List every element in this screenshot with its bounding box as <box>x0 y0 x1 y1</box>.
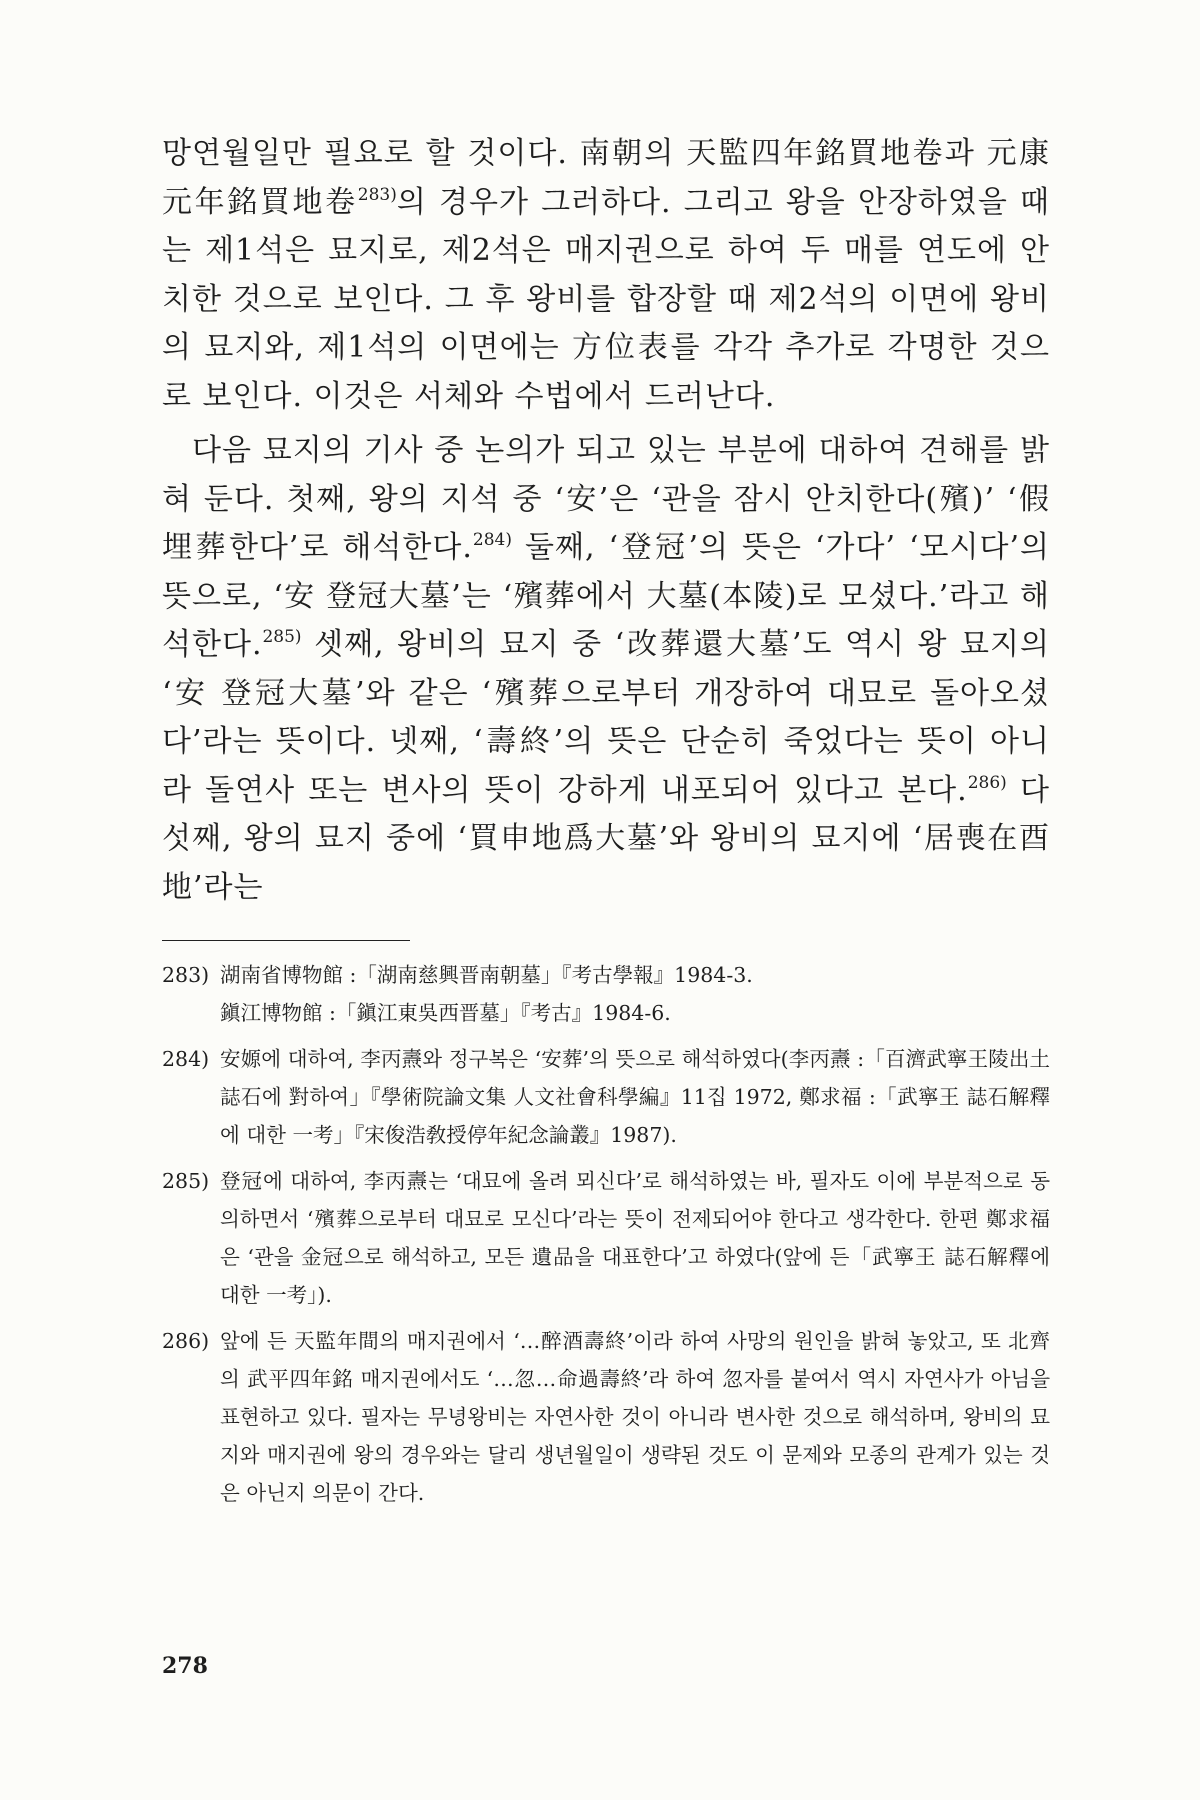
text-run: 다섯째, 왕의 묘지 중에 ‘買申地爲大墓’와 왕비의 묘지에 ‘居喪在酉地’라는 <box>162 772 1050 905</box>
page-number: 278 <box>162 1653 208 1679</box>
footnote-ref-283: 283) <box>357 184 397 205</box>
text-run: 둘째, ‘登冠’의 뜻은 ‘가다’ ‘모시다’의 뜻으로, ‘安 登冠大墓’는 ‘殯葬에서 大墓(本陵)로 모셨다.’라고 해석한다. <box>162 530 1051 662</box>
paragraph-2 <box>162 427 1050 912</box>
footnote-ref-284: 284) <box>472 530 512 550</box>
footnote-line: 鎭江博物館 :「鎭江東吳西晋墓」『考古』1984-6. <box>220 1001 671 1025</box>
footnote-number: 284) <box>162 1047 210 1071</box>
text-run: 다음 묘지의 기사 중 논의가 되고 있는 부분에 대하여 견해를 밝혀 둔다. 첫째, 왕의 지석 중 ‘安’은 ‘관을 잠시 안치한다(殯)’ ‘假埋葬한다’로 해석한다. <box>162 433 1050 565</box>
text-run: 의 경우가 그러하다. 그리고 왕을 안장하였을 때는 제1석은 묘지로, 제2석은 매지권으로 하여 두 매를 연도에 안치한 것으로 보인다. 그 후 왕비를 합장할 때 제2석의 이면에 왕비의 묘지와, 제1석의 이면에는 方位表를 각각 추가로 각명한 것으로 보인다. 이것은 서체와 수법에서 드러난다. <box>162 184 1050 414</box>
footnote-284 <box>162 1040 1050 1154</box>
text-run: 망연월일만 필요로 할 것이다. 南朝의 天監四年銘買地卷과 元康元年銘買地卷 <box>162 136 1050 220</box>
text-run: 셋째, 왕비의 묘지 중 ‘改葬還大墓’도 역시 왕 묘지의 ‘安 登冠大墓’와 같은 ‘殯葬으로부터 개장하여 대묘로 돌아오셨다’라는 뜻이다. 넷째, ‘壽終’의 뜻은 단순히 죽었다는 뜻이 아니라 돌연사 또는 변사의 뜻이 강하게 내포되어 있다고 본다. <box>162 627 1050 808</box>
footnote-283 <box>162 956 1050 1032</box>
footnote-number: 285) <box>162 1169 210 1193</box>
footnote-line: 湖南省博物館 :「湖南慈興晋南朝墓」『考古學報』1984-3. <box>220 963 753 987</box>
footnote-text: 安嫄에 대하여, 李丙燾와 정구복은 ‘安葬’의 뜻으로 해석하였다(李丙燾 :「百濟武寧王陵出土誌石에 對하여」『學術院論文集 人文社會科學編』11집 1972, 鄭求福 :「武寧王 誌石解釋에 대한 一考」『宋俊浩敎授停年紀念論叢』1987). <box>220 1047 1050 1147</box>
footnote-ref-285: 285) <box>262 627 302 647</box>
footnote-286 <box>162 1322 1050 1512</box>
footnote-text <box>220 956 1050 1032</box>
footnote-number: 283) <box>162 963 210 987</box>
footnote-285 <box>162 1162 1050 1314</box>
paragraph-1 <box>162 130 1050 421</box>
main-text <box>162 130 1050 912</box>
footnote-text: 앞에 든 天監年間의 매지권에서 ‘…醉酒壽終’이라 하여 사망의 원인을 밝혀 놓았고, 또 北齊의 武平四年銘 매지권에서도 ‘…忽…命過壽終’라 하여 忽자를 붙여서 역시 자연사가 아님을 표현하고 있다. 필자는 무녕왕비는 자연사한 것이 아니라 변사한 것으로 해석하며, 왕비의 묘지와 매지권에 왕의 경우와는 달리 생년월일이 생략된 것도 이 문제와 모종의 관계가 있는 것은 아닌지 의문이 간다. <box>220 1329 1050 1505</box>
footnote-number: 286) <box>162 1329 210 1353</box>
footnotes <box>162 956 1050 1520</box>
footnote-divider <box>162 940 410 941</box>
footnote-ref-286: 286) <box>967 772 1007 793</box>
footnote-text: 登冠에 대하여, 李丙燾는 ‘대묘에 올려 뫼신다’로 해석하였는 바, 필자도 이에 부분적으로 동의하면서 ‘殯葬으로부터 대묘로 모신다’라는 뜻이 전제되어야 한다고 생각한다. 한편 鄭求福은 ‘관을 金冠으로 해석하고, 모든 遺品을 대표한다’고 하였다(앞에 든「武寧王 誌石解釋에 대한 一考」). <box>220 1169 1050 1307</box>
